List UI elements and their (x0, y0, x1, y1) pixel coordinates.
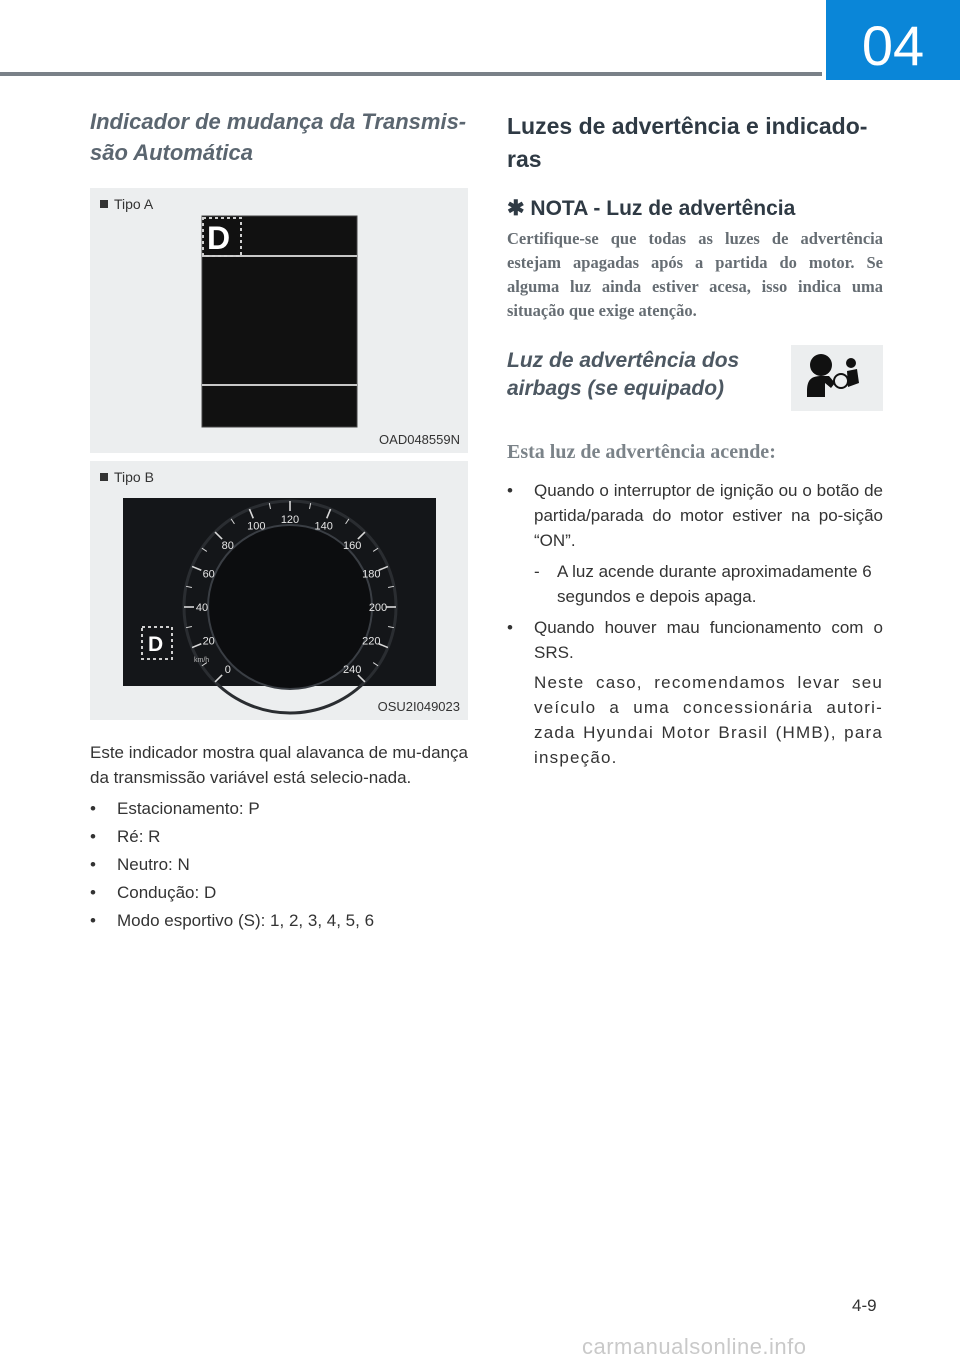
airbag-conditions-list-2 (507, 615, 883, 665)
gauge-speed-label: 40 (195, 602, 209, 614)
gauge-speed-label: 60 (202, 568, 215, 581)
figure-type-a-code: OAD048559N (379, 432, 460, 447)
indicator-description: Este indicador mostra qual alavanca de mu-dança da transmissão variável está selecio-nada. (90, 743, 468, 787)
right-column (507, 110, 883, 770)
cluster-type-a-illustration (90, 188, 468, 453)
list-item: • Estacionamento: P (90, 796, 468, 821)
figure-type-b (90, 461, 468, 720)
speed-unit-label: km/h (194, 657, 210, 664)
heading-line-1: Luzes de advertência e indicado- (507, 113, 868, 139)
list-item: • Condução: D (90, 880, 468, 905)
heading-line-2: ras (507, 146, 542, 172)
recommendation-text: Neste caso, recomendamos levar seu veículo a uma concessionária autori-zada Hyundai Motor Brasil (HMB), para inspeção. (534, 673, 883, 767)
list-item: • Modo esportivo (S): 1, 2, 3, 4, 5, 6 (90, 908, 468, 933)
heading-line-2: airbags (se equipado) (507, 377, 725, 400)
list-item: • Neutro: N (90, 852, 468, 877)
chapter-tab: 04 (826, 0, 960, 80)
gauge-speed-label: 140 (314, 520, 333, 533)
airbag-conditions-list (507, 478, 883, 553)
lights-on-heading: Esta luz de advertência acende: (507, 441, 776, 463)
page-number: 4-9 (852, 1296, 877, 1315)
gauge-speed-label: 160 (343, 539, 362, 552)
watermark: carmanualsonline.info (582, 1334, 807, 1359)
gauge-speed-label: 240 (343, 664, 362, 677)
heading-line-1: Indicador de mudança da Transmis- (90, 109, 467, 134)
heading-line-1: Luz de advertência dos (507, 349, 740, 372)
list-item: • Ré: R (90, 824, 468, 849)
gauge-speed-label: 200 (368, 602, 388, 614)
header-rule (0, 72, 822, 76)
gauge-speed-label: 0 (224, 664, 231, 677)
gauge-speed-label: 80 (221, 539, 234, 552)
warning-lights-heading (507, 110, 883, 176)
sub-item: - A luz acende durante aproximadamente 6 segundos e depois apaga. (534, 562, 872, 606)
cluster-type-b-illustration (90, 461, 468, 720)
transmission-indicator-heading (90, 106, 468, 168)
gear-positions-list (90, 796, 468, 933)
heading-line-2: são Automática (90, 140, 254, 165)
figure-type-b-code: OSU2I049023 (377, 699, 460, 714)
note-text: Certifique-se que todas as luzes de advertência estejam apagadas após a partida do motor. Se alguma luz ainda estiver acesa, isso indica uma situação que exige atenção. (507, 229, 883, 320)
gauge-speed-label: 100 (247, 520, 266, 533)
figure-type-a (90, 188, 468, 453)
gear-indicator-b: D (148, 633, 164, 656)
list-item: • Quando houver mau funcionamento com o SRS. (507, 615, 883, 665)
airbag-warning-icon (791, 345, 883, 411)
gauge-speed-label: 220 (362, 635, 381, 648)
list-item: • Quando o interruptor de ignição ou o botão de partida/parada do motor estiver na po-sição “ON”. (507, 478, 883, 553)
note-title: ✱ NOTA - Luz de advertência (507, 197, 796, 220)
gauge-speed-label: 120 (280, 514, 300, 526)
gauge-speed-label: 20 (202, 635, 215, 648)
left-column (90, 106, 468, 933)
airbag-section (507, 347, 883, 417)
sub-item-text: A luz acende durante aproximadamente 6 segundos e depois apaga. (557, 562, 872, 606)
gauge-speed-label: 180 (362, 568, 381, 581)
gear-indicator-a: D (207, 220, 231, 256)
figure-type-a-label: Tipo A (100, 196, 153, 212)
figure-type-b-label: Tipo B (100, 469, 154, 485)
